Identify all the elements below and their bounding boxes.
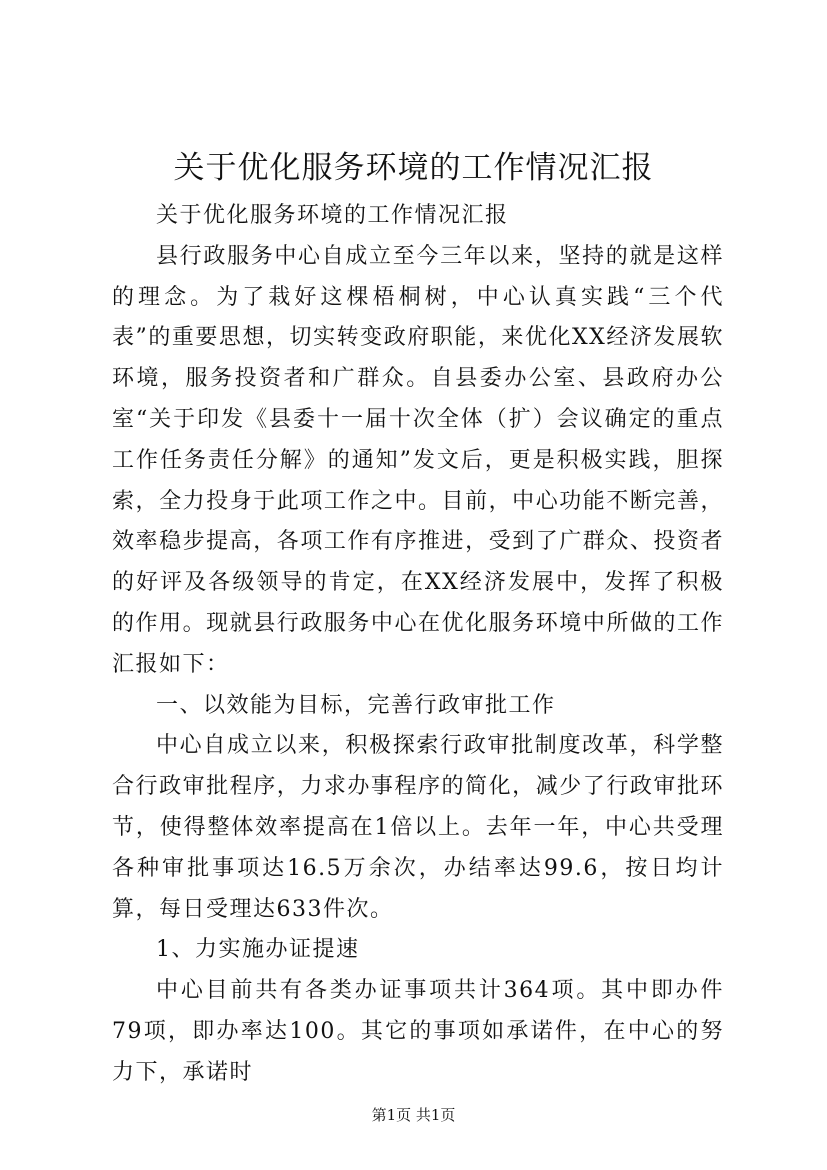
body-paragraph-subtitle: 关于优化服务环境的工作情况汇报	[156, 203, 509, 228]
body-paragraph-intro: 县行政服务中心自成立至今三年以来，坚持的就是这样的理念。为了栽好这棵梧桐树，中心认真实践“三个代表”的重要思想，切实转变政府职能，来优化XX经济发展软环境，服务投资者和广群众。自县委办公室、县政府办公室“关于印发《县委十一届十次全体（扩）会议确定的重点工作任务责任分解》的通知”发文后，更是积极实践，胆探索，全力投身于此项工作之中。目前，中心功能不断完善，效率稳步提高，各项工作有序推进，受到了广群众、投资者的好评及各级领导的肯定，在XX经济发展中，发挥了积极的作用。现就县行政服务中心在优化服务环境中所做的工作汇报如下：	[112, 243, 724, 677]
body-paragraph-subsection-1-1: 中心目前共有各类办证事项共计364项。其中即办件79项，即办率达100。其它的事项如承诺件，在中心的努力下，承诺时	[112, 978, 724, 1085]
page-footer: 第1页 共1页	[371, 1106, 456, 1124]
section-heading-1: 一、以效能为目标，完善行政审批工作	[156, 692, 556, 718]
document-body	[112, 196, 724, 1094]
body-paragraph-section-1: 中心自成立以来，积极探索行政审批制度改革，科学整合行政审批程序，力求办事程序的简化，减少了行政审批环节，使得整体效率提高在1倍以上。去年一年，中心共受理各种审批事项达16.5万余次，办结率达99.6，按日均计算，每日受理达633件次。	[112, 733, 724, 922]
subsection-heading-1-1: 1、力实施办证提速	[156, 937, 360, 963]
document-title: 关于优化服务环境的工作情况汇报	[173, 150, 654, 186]
